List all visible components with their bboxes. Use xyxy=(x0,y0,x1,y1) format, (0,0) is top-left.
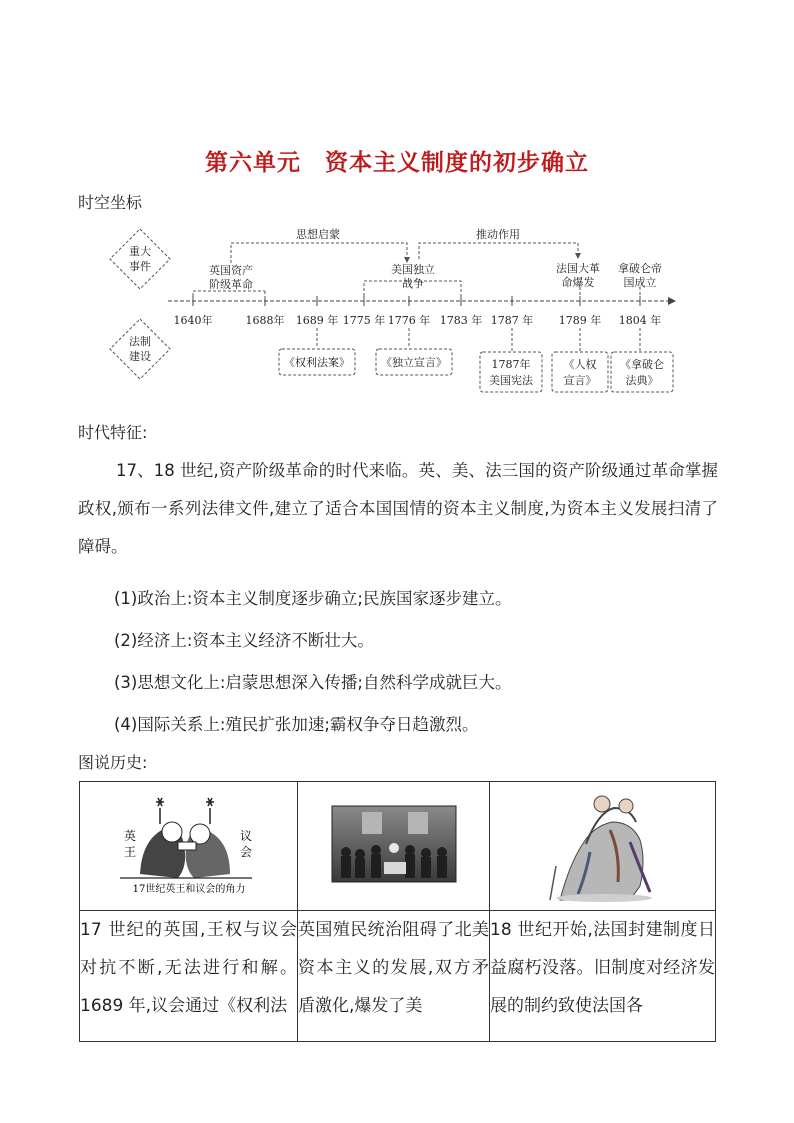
promotion-label: 推动作用 xyxy=(476,228,520,241)
three-estates-cartoon xyxy=(490,782,716,906)
picture-description: 英国殖民统治阻碍了北美资本主义的发展,双方矛盾激化,爆发了美 xyxy=(298,911,490,1042)
year-label: 1789 年 xyxy=(558,314,602,327)
english-revolution-span xyxy=(193,291,265,301)
section-heading-pictures: 图说历史: xyxy=(78,753,148,772)
bill-of-rights-label: 《权利法案》 xyxy=(284,356,350,369)
events-label-line1: 重大 xyxy=(129,245,151,258)
napoleonic-code-label-line2: 法典》 xyxy=(625,374,659,387)
constitution-label-line2: 美国宪法 xyxy=(489,374,533,387)
napoleon-label-line2: 国成立 xyxy=(623,276,657,289)
napoleon-label-line1: 拿破仑帝 xyxy=(618,262,662,275)
king-parliament-cartoon xyxy=(80,782,298,906)
napoleonic-code-label-line1: 《拿破仑 xyxy=(620,358,664,371)
section-heading-features: 时代特征: xyxy=(78,423,148,442)
feature-point: (4)国际关系上:殖民扩张加速;霸权争夺日趋激烈。 xyxy=(114,715,479,734)
rights-of-man-label-line2: 宣言》 xyxy=(563,374,597,387)
cartoon-caption: 17世纪英王和议会的角力 xyxy=(132,884,246,895)
year-label: 1787 年 xyxy=(490,314,534,327)
history-pictures-table xyxy=(79,781,716,1042)
enlightenment-link xyxy=(231,243,407,263)
feature-point: (1)政治上:资本主义制度逐步确立;民族国家逐步建立。 xyxy=(114,589,512,608)
year-label: 1689 年 xyxy=(295,314,339,327)
feature-point: (2)经济上:资本主义经济不断壮大。 xyxy=(114,631,374,650)
french-cartoon-cell xyxy=(490,782,716,911)
laws-label-line1: 法制 xyxy=(129,335,151,348)
year-label: 1775 年 xyxy=(342,314,386,327)
american-war-label-line2: 战争 xyxy=(402,277,424,290)
year-label: 1783 年 xyxy=(439,314,483,327)
constitution-label-line1: 1787年 xyxy=(491,358,531,371)
timeline-arrow xyxy=(668,297,676,305)
promotion-arrowhead xyxy=(575,253,581,259)
events-label-line2: 事件 xyxy=(129,260,151,273)
page-title: 第六单元 资本主义制度的初步确立 xyxy=(205,150,589,176)
picture-description: 17 世纪的英国,王权与议会对抗不断,无法进行和解。1689 年,议会通过《权利法 xyxy=(80,911,298,1042)
cartoon-label-king-2: 王 xyxy=(124,845,137,859)
section-heading-timeline: 时空坐标 xyxy=(78,193,143,212)
year-label: 1688年 xyxy=(245,314,285,327)
year-label: 1804 年 xyxy=(618,314,662,327)
cartoon-label-parliament-1: 议 xyxy=(240,829,253,843)
cartoon-cell xyxy=(80,782,298,911)
french-revolution-label-line2: 命爆发 xyxy=(561,276,595,289)
painting-cell xyxy=(298,782,490,911)
feature-point: (3)思想文化上:启蒙思想深入传播;自然科学成就巨大。 xyxy=(114,673,512,692)
american-war-label-line1: 美国独立 xyxy=(391,263,435,276)
french-revolution-label-line1: 法国大革 xyxy=(556,262,600,275)
english-revolution-label-line1: 英国资产 xyxy=(209,264,253,277)
cartoon-label-parliament-2: 会 xyxy=(240,845,253,859)
picture-description: 18 世纪开始,法国封建制度日益腐朽没落。旧制度对经济发展的制约致使法国各 xyxy=(490,911,716,1042)
rights-of-man-label-line1: 《人权 xyxy=(563,358,597,371)
events-row-label xyxy=(110,229,170,289)
english-revolution-label-line2: 阶级革命 xyxy=(209,278,253,291)
features-paragraph: 17、18 世纪,资产阶级革命的时代来临。英、美、法三国的资产阶级通过革命掌握政权,颁布一系列法律文件,建立了适合本国国情的资本主义制度,为资本主义发展扫清了障碍。 xyxy=(78,461,718,556)
cartoon-label-king-1: 英 xyxy=(124,829,137,843)
enlightenment-label: 思想启蒙 xyxy=(296,228,340,241)
declaration-painting xyxy=(298,782,490,906)
timeline-diagram xyxy=(100,225,700,400)
text-row xyxy=(80,911,716,1042)
year-label: 1640年 xyxy=(173,314,213,327)
laws-row-label xyxy=(110,319,170,379)
picture-row xyxy=(80,782,716,911)
laws-label-line2: 建设 xyxy=(129,350,151,363)
declaration-label: 《独立宣言》 xyxy=(381,356,447,369)
year-label: 1776 年 xyxy=(387,314,431,327)
promotion-link xyxy=(419,243,578,259)
